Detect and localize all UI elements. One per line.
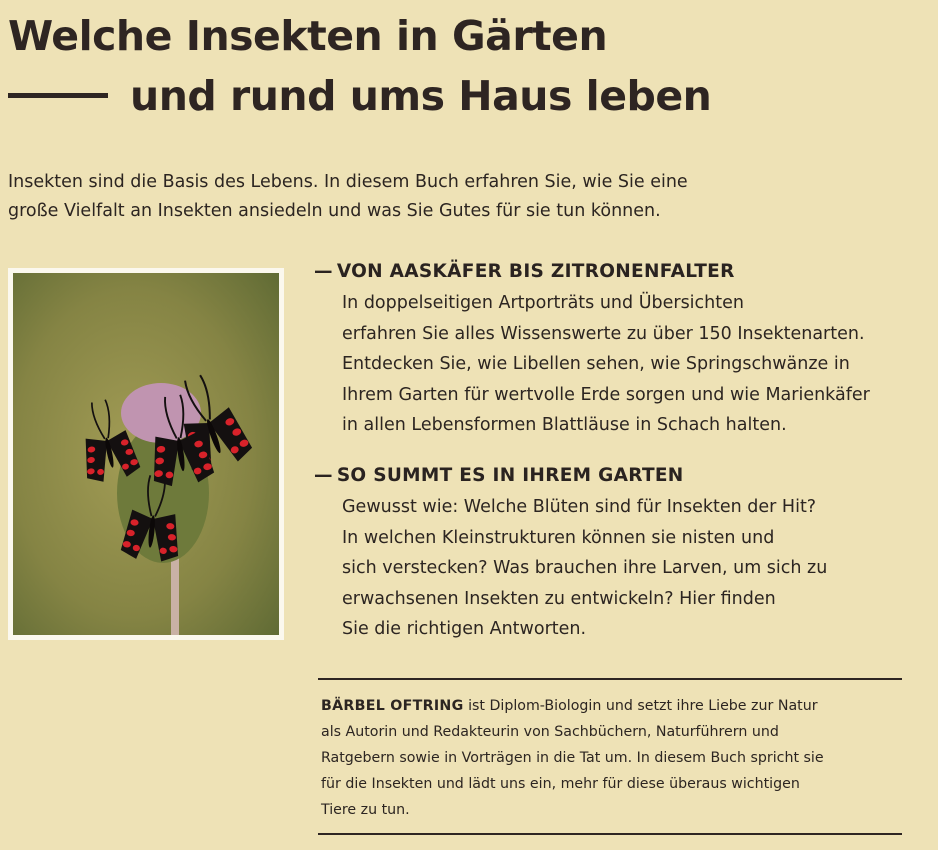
burnet-moths-on-thistle-image — [13, 273, 279, 635]
moth-photo — [8, 268, 284, 640]
section-line: Entdecken Sie, wie Libellen sehen, wie Springschwänze in — [342, 354, 850, 374]
title-line-2-text: und rund ums Haus leben — [130, 72, 712, 120]
intro-text — [8, 168, 908, 226]
bio-line: ist Diplom-Biologin und setzt ihre Liebe zur Natur — [463, 698, 818, 714]
section-body — [342, 492, 914, 645]
bio-line: für die Insekten und lädt uns ein, mehr für diese überaus wichtigen — [321, 776, 800, 792]
section-body — [342, 288, 914, 441]
section-line: Gewusst wie: Welche Blüten sind für Insekten der Hit? — [342, 497, 817, 517]
bio-line: als Autorin und Redakteurin von Sachbüchern, Naturführern und — [321, 724, 779, 740]
bio-line: Ratgebern sowie in Vorträgen in die Tat um. In diesem Buch spricht sie — [321, 750, 824, 766]
section-dash: — — [314, 465, 333, 486]
section-von-aaskaefer — [314, 258, 914, 441]
section-title: VON AASKÄFER BIS ZITRONENFALTER — [336, 261, 735, 282]
section-line: erfahren Sie alles Wissenswerte zu über 150 Insektenarten. — [342, 323, 865, 344]
section-line: In doppelseitigen Artporträts und Übersichten — [342, 293, 744, 313]
section-line: Ihrem Garten für wertvolle Erde sorgen und wie Marienkäfer — [342, 384, 870, 405]
section-so-summt-es — [314, 462, 914, 645]
section-line: in allen Lebensformen Blattläuse in Schach halten. — [342, 415, 787, 435]
section-line: In welchen Kleinstrukturen können sie nisten und — [342, 527, 775, 548]
title-dash — [8, 93, 108, 98]
title-line-1: Welche Insekten in Gärten — [8, 12, 608, 60]
section-heading — [314, 258, 914, 286]
section-line: erwachsenen Insekten zu entwickeln? Hier finden — [342, 588, 776, 609]
intro-line: Insekten sind die Basis des Lebens. In diesem Buch erfahren Sie, wie Sie eine — [8, 172, 688, 192]
section-line: sich verstecken? Was brauchen ihre Larven, um sich zu — [342, 558, 828, 578]
section-heading — [314, 462, 914, 490]
intro-line: große Vielfalt an Insekten ansiedeln und was Sie Gutes für sie tun können. — [8, 201, 661, 221]
divider-top — [318, 678, 902, 680]
bio-line: Tiere zu tun. — [321, 802, 410, 818]
title-line-2 — [8, 66, 711, 126]
section-title: SO SUMMT ES IN IHREM GARTEN — [336, 465, 684, 486]
author-name: BÄRBEL OFTRING — [321, 698, 464, 714]
page-title — [8, 6, 711, 126]
section-dash: — — [314, 261, 333, 282]
section-line: Sie die richtigen Antworten. — [342, 619, 587, 639]
author-bio — [321, 693, 901, 823]
divider-bottom — [318, 833, 902, 835]
